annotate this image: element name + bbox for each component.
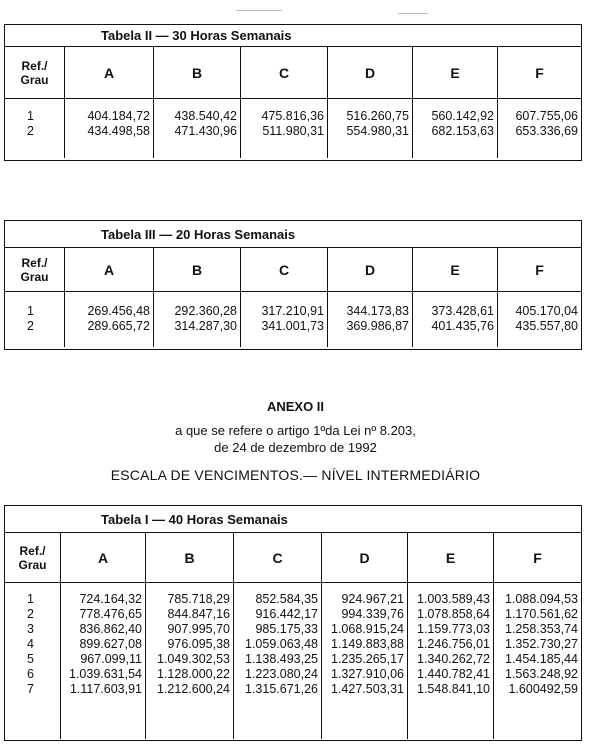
value-cell: 899.627,08 (79, 637, 142, 651)
value-cell: 1.039.631,54 (69, 667, 142, 681)
value-cell: 344.173,83 (346, 304, 409, 318)
col-header-c: C (241, 248, 328, 291)
table-2-header (5, 47, 581, 99)
grade-cell: 7 (27, 682, 34, 696)
grau-label: Grau (20, 72, 49, 87)
value-cell: 401.435,76 (431, 319, 494, 333)
scan-mark (236, 10, 282, 11)
value-cell: 516.260,75 (346, 109, 409, 123)
ref-grau-header (5, 533, 61, 582)
ref-label: Ref./ (19, 543, 46, 558)
col-header-f: F (535, 64, 544, 81)
value-cell: 778.476,65 (79, 607, 142, 621)
value-cell: 1.548.841,10 (417, 682, 490, 696)
table-3-body (5, 292, 581, 347)
annex-scale-title: ESCALA DE VENCIMENTOS.— NÍVEL INTERMEDIÁRIO (110, 467, 481, 483)
grau-label: Grau (20, 269, 49, 284)
col-header-e: E (413, 248, 498, 291)
grade-column (5, 99, 65, 158)
value-cell: 924.967,21 (341, 592, 404, 606)
col-header-a: A (65, 248, 154, 291)
value-cell: 653.336,69 (515, 124, 578, 138)
value-column-c (241, 292, 328, 347)
table-2-title-text: Tabela II — 30 Horas Semanais (101, 28, 292, 43)
value-cell: 560.142,92 (431, 109, 494, 123)
table-3-header (5, 248, 581, 292)
value-column-f (498, 292, 581, 347)
table-2-title (5, 25, 581, 47)
value-cell: 976.095,38 (167, 637, 230, 651)
table-1-body (5, 583, 581, 739)
col-header-b: B (146, 533, 234, 582)
value-cell: 1.088.094,53 (505, 592, 578, 606)
col-header-d: D (328, 47, 413, 98)
value-column-a (65, 99, 154, 158)
value-column-d (322, 583, 408, 739)
value-cell: 1.212.600,24 (157, 682, 230, 696)
value-cell: 1.315.671,26 (245, 682, 318, 696)
col-header-c: C (234, 533, 322, 582)
value-cell: 1.003.589,43 (417, 592, 490, 606)
value-cell: 289.665,72 (87, 319, 150, 333)
value-cell: 1.049.302,53 (157, 652, 230, 666)
value-cell: 1.117.603,91 (69, 682, 142, 696)
value-column-b (154, 292, 241, 347)
value-cell: 1.138.493,25 (245, 652, 318, 666)
value-cell: 434.498,58 (87, 124, 150, 138)
grade-cell: 1 (27, 109, 34, 123)
col-header-a: A (61, 533, 146, 582)
value-cell: 1.600492,59 (508, 682, 578, 696)
table-2 (4, 24, 582, 161)
value-cell: 405.170,04 (515, 304, 578, 318)
value-cell: 844.847,16 (167, 607, 230, 621)
scan-mark (398, 13, 428, 14)
value-cell: 511.980,31 (262, 124, 324, 138)
value-cell: 1.454.185,44 (505, 652, 578, 666)
value-cell: 1.440.782,41 (417, 667, 490, 681)
value-cell: 724.164,32 (79, 592, 142, 606)
col-header-f: F (535, 261, 544, 278)
value-column-c (241, 99, 328, 158)
value-cell: 1.246.756,01 (417, 637, 490, 651)
grade-cell: 2 (27, 607, 34, 621)
value-cell: 1.340.262,72 (417, 652, 490, 666)
table-3-title-text: Tabela III — 20 Horas Semanais (101, 226, 296, 242)
grau-label: Grau (18, 557, 47, 572)
col-header-e: E (413, 47, 498, 98)
value-cell: 836.862,40 (79, 622, 142, 636)
value-cell: 471.430,96 (174, 124, 237, 138)
value-cell: 1.223.080,24 (245, 667, 318, 681)
grade-column (5, 583, 61, 739)
grade-cell: 1 (27, 592, 34, 606)
col-header-d: D (322, 533, 408, 582)
annex-date-line: de 24 de dezembro de 1992 (214, 440, 377, 455)
value-cell: 852.584,35 (255, 592, 318, 606)
grade-cell: 2 (27, 319, 34, 333)
value-column-a (61, 583, 146, 739)
value-cell: 1.258.353,74 (505, 622, 578, 636)
value-cell: 1.128.000,22 (157, 667, 230, 681)
grade-cell: 5 (27, 652, 34, 666)
value-cell: 438.540,42 (174, 109, 237, 123)
col-header-b: B (154, 47, 241, 98)
ref-label: Ref./ (21, 255, 48, 270)
value-cell: 916.442,17 (255, 607, 318, 621)
grade-cell: 1 (27, 304, 34, 318)
value-cell: 341.001,73 (261, 319, 324, 333)
annex-reference-line: a que se refere o artigo 1ºda Lei nº 8.203, (175, 423, 416, 438)
value-column-f (498, 99, 581, 158)
value-cell: 994.339,76 (341, 607, 404, 621)
ref-label: Ref./ (21, 58, 48, 73)
value-column-e (413, 99, 498, 158)
value-cell: 1.352.730,27 (505, 637, 578, 651)
value-cell: 1.563.248,92 (505, 667, 578, 681)
ref-grau-header (5, 248, 65, 291)
value-column-b (154, 99, 241, 158)
value-column-d (328, 292, 413, 347)
value-cell: 1.235.265,17 (331, 652, 404, 666)
col-header-f: F (533, 549, 542, 566)
value-column-c (234, 583, 322, 739)
value-cell: 317.210,91 (261, 304, 324, 318)
annex-heading (0, 395, 591, 495)
value-cell: 1.170.561,62 (505, 607, 578, 621)
value-column-b (146, 583, 234, 739)
value-cell: 292.360,28 (174, 304, 237, 318)
col-header-d: D (328, 248, 413, 291)
grade-cell: 3 (27, 622, 34, 636)
grade-cell: 2 (27, 124, 34, 138)
grade-cell: 6 (27, 667, 34, 681)
value-cell: 967.099,11 (80, 652, 142, 666)
grade-cell: 4 (27, 637, 34, 651)
value-column-e (408, 583, 494, 739)
table-3 (4, 220, 582, 350)
col-header-b: B (154, 248, 241, 291)
value-column-d (328, 99, 413, 158)
table-1-header (5, 533, 581, 583)
value-cell: 269.456,48 (87, 304, 150, 318)
value-column-f (494, 583, 581, 739)
table-3-title (5, 221, 581, 248)
value-cell: 607.755,06 (515, 109, 578, 123)
value-cell: 1.078.858,64 (417, 607, 490, 621)
annex-title: ANEXO II (266, 399, 325, 414)
value-cell: 1.327.910,06 (331, 667, 404, 681)
grade-column (5, 292, 65, 347)
value-cell: 682.153,63 (431, 124, 494, 138)
col-header-c: C (241, 47, 328, 98)
value-cell: 554.980,31 (346, 124, 409, 138)
value-cell: 475.816,36 (261, 109, 324, 123)
value-cell: 1.068.915,24 (331, 622, 404, 636)
value-column-e (413, 292, 498, 347)
value-cell: 369.986,87 (346, 319, 409, 333)
value-column-a (65, 292, 154, 347)
value-cell: 1.159.773,03 (417, 622, 490, 636)
col-header-e: E (408, 533, 494, 582)
value-cell: 985.175,33 (255, 622, 318, 636)
value-cell: 1.059.063,48 (245, 637, 318, 651)
value-cell: 404.184,72 (87, 109, 150, 123)
table-1-title (5, 506, 581, 533)
value-cell: 373.428,61 (431, 304, 494, 318)
value-cell: 1.427.503,31 (331, 682, 404, 696)
table-2-body (5, 99, 581, 158)
value-cell: 785.718,29 (167, 592, 230, 606)
col-header-a: A (65, 47, 154, 98)
value-cell: 907.995,70 (167, 622, 230, 636)
value-cell: 1.149.883,88 (331, 637, 404, 651)
value-cell: 435.557,80 (515, 319, 578, 333)
ref-grau-header (5, 47, 65, 98)
value-cell: 314.287,30 (174, 319, 237, 333)
table-1 (4, 505, 582, 741)
table-1-title-text: Tabela I — 40 Horas Semanais (101, 511, 288, 527)
